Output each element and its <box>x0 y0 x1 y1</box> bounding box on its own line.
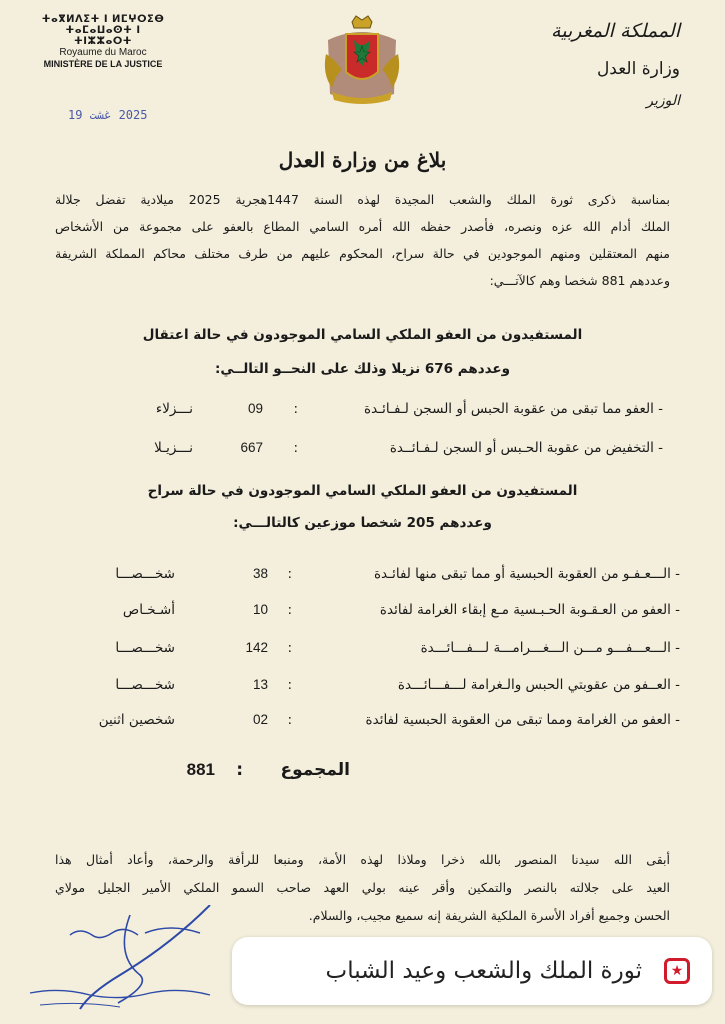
table-row <box>80 598 680 622</box>
closing-line: أبقى الله سيدنا المنصور بالله ذخرا وملاذا لهذه الأمة، ومنبعا للرأفة والرحمة، وأعاد أمثال هذا <box>55 852 670 867</box>
row-unit: شخـــصـــا <box>115 677 175 693</box>
section2-subheading: وعددهم 205 شخصا موزعين كالتالـــي: <box>233 515 492 531</box>
table-row <box>80 636 680 660</box>
ministere-label: MINISTÈRE DE LA JUSTICE <box>43 59 163 69</box>
row-unit: نـــزلاء <box>155 401 193 417</box>
intro-line: وعددهم 881 شخصا وهم كالآتـــي: <box>489 273 670 288</box>
row-value: 13 <box>252 677 268 692</box>
section1-subheading: وعددهم 676 نزيلا وذلك على النحــو التالــي: <box>214 361 511 377</box>
row-colon: : <box>293 440 298 456</box>
row-colon: : <box>287 712 292 728</box>
row-colon: : <box>287 566 292 582</box>
row-label: - التخفيض من عقوبة الحـبس أو السجن لـفـائــدة <box>389 440 663 456</box>
row-unit: شخـــصـــا <box>115 566 175 582</box>
closing-line: العيد على جلالته بالنصر والتمكين وأقر عينه بولي العهد صاحب السمو الملكي الأمير الجليل مولاي <box>55 880 670 895</box>
closing-line: الحسن وجميع أفراد الأسرة الملكية الشريفة إنه سميع مجيب، والسلام. <box>308 908 670 923</box>
row-value: 667 <box>240 440 263 455</box>
row-value: 09 <box>247 401 263 416</box>
table-row <box>90 436 663 460</box>
row-label: - العــفو من عقوبتي الحبس والـغرامة لـــفـــائـــدة <box>397 677 680 693</box>
royaume-label: Royaume du Maroc <box>59 47 147 58</box>
royal-coat-of-arms-icon <box>318 14 406 106</box>
row-label: - الـــعـــفـــو مـــن الـــغـــرامـــة لـــفـــائـــدة <box>420 640 680 656</box>
row-label: - العفو من العـقـوبة الحـبـسية مـع إبقاء الغرامة لفائدة <box>379 602 680 618</box>
intro-line: منهم المعتقلين ومنهم الموجودين في حالة سراح، المحكوم عليهم من طرف مختلف محاكم المملكة الشريفة <box>55 246 670 261</box>
row-unit: شخصين اثنين <box>98 712 175 728</box>
ministry-header-left <box>38 14 168 70</box>
total-colon: : <box>236 760 243 780</box>
row-unit: شخـــصـــا <box>115 640 175 656</box>
minister-signature <box>20 905 220 1015</box>
tifinagh-title: ⵜⴰⴳⵍⴷⵉⵜ ⵏ ⵍⵎⵖⵔⵉⴱ ⵜⴰⵎⴰⵡⴰⵙⵜ ⵏ ⵜⵏⵣⵣⴰⵔⵜ <box>41 14 165 47</box>
ministry-header-right <box>551 18 680 112</box>
total-label: المجموع <box>280 760 350 780</box>
table-row <box>90 397 663 421</box>
row-label: - الـــعـفـو من العقوبة الحبسية أو مما تبقى منها لفائـدة <box>373 566 680 582</box>
row-value: 38 <box>252 566 268 581</box>
row-value: 142 <box>245 640 268 655</box>
intro-line: الملك أدام الله عزه ونصره، فأصدر حفظه الله أمره السامي المطاع بالعفو على مجموعة من الأشخاص <box>55 219 670 234</box>
row-colon: : <box>287 640 292 656</box>
section1-heading: المستفيدون من العفو الملكي السامي الموجودون في حالة اعتقال <box>142 327 583 343</box>
event-badge[interactable] <box>232 937 712 1005</box>
row-label: - العفو من الغرامة ومما تبقى من العقوبة الحبسية لفائدة <box>365 712 680 728</box>
intro-line: بمناسبة ذكرى ثورة الملك والشعب المجيدة لهذه السنة 1447هجرية 2025 ميلادية تفضل جلالة <box>55 192 670 207</box>
intro-paragraph <box>55 186 670 294</box>
row-colon: : <box>287 602 292 618</box>
row-label: - العفو مما تبقى من عقوبة الحبس أو السجن لـفـائـدة <box>364 401 663 417</box>
row-colon: : <box>293 401 298 417</box>
total-value: 881 <box>186 760 215 779</box>
date-stamp: 2025 غشت 19 <box>68 108 148 122</box>
section2-heading: المستفيدون من العفو الملكي السامي الموجودون في حالة سراح <box>147 483 578 499</box>
row-colon: : <box>287 677 292 693</box>
table-row <box>80 562 680 586</box>
row-value: 10 <box>252 602 268 617</box>
minister-label-ar: الوزير <box>646 93 680 109</box>
ministry-label-ar: وزارة العدل <box>596 59 680 79</box>
table-row <box>80 708 680 732</box>
row-value: 02 <box>252 712 268 727</box>
row-unit: أشـخـاص <box>122 602 175 618</box>
calendar-star-icon: ★ <box>664 958 690 984</box>
table-row <box>80 673 680 697</box>
document-title: بلاغ من وزارة العدل <box>278 148 447 172</box>
kingdom-label-ar: المملكة المغربية <box>551 20 680 42</box>
badge-text: ثورة الملك والشعب وعيد الشباب <box>325 958 642 984</box>
row-unit: نـــزيـلا <box>154 440 193 456</box>
